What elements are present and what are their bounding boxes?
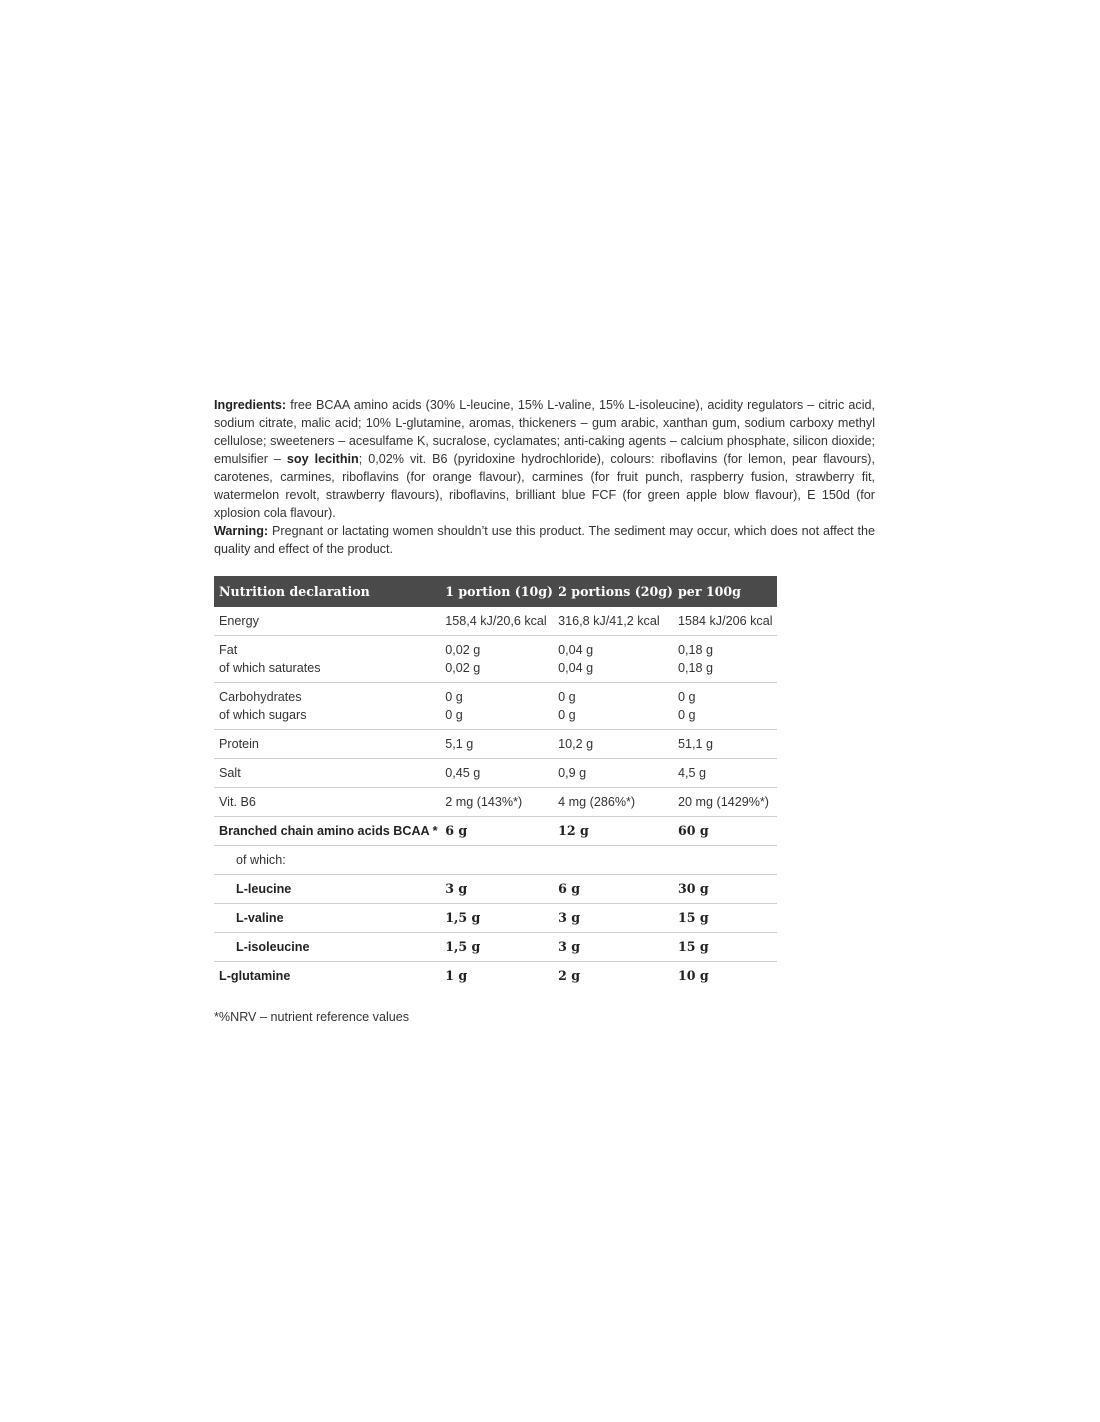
cell-empty — [440, 846, 553, 875]
nutrition-table — [214, 576, 777, 990]
cell-value: 12 g — [553, 817, 673, 846]
table-row — [214, 933, 777, 962]
value-fat: 0,02 g — [445, 643, 481, 657]
value-fat: 0,18 g — [678, 643, 714, 657]
cell-value: 10 g — [678, 968, 709, 983]
warning-paragraph — [214, 522, 875, 558]
row-label-fat — [214, 636, 440, 683]
value-saturates: 0,04 g — [558, 661, 594, 675]
cell-value: 0,45 g — [440, 759, 553, 788]
cell-value: 30 g — [673, 875, 777, 904]
cell-value: 1 g — [445, 968, 468, 983]
cell-value: 316,8 kJ/41,2 kcal — [553, 607, 673, 636]
row-label-l-glutamine: L-glutamine — [219, 969, 291, 983]
ingredients-text-2: ; 0,02% vit. B6 (pyridoxine hydrochloride), colours: riboflavins (for lemon, pear flavours), carotenes, carmines, riboflavins (for orange flavour), carmines (for fruit punch, raspberry fusion, strawberry fit, watermelon revolt, strawberry flavours), riboflavins, brilliant blue FCF (for green apple blow flavour), E 150d (for xplosion cola flavour). — [214, 452, 875, 520]
value-sugars: 0 g — [558, 708, 576, 722]
table-row — [214, 962, 777, 991]
table-row — [214, 904, 777, 933]
allergen-soy-lecithin: soy lecithin — [286, 452, 359, 466]
header-per-100g: per 100g — [678, 584, 741, 599]
cell-value: 4,5 g — [673, 759, 777, 788]
value-carbs: 0 g — [678, 690, 696, 704]
warning-text: Pregnant or lactating women shouldn’t use this product. The sediment may occur, which does not affect the quality and effect of the product. — [214, 524, 875, 556]
cell-value: 3 g — [440, 875, 553, 904]
table-row — [214, 817, 777, 846]
cell-value: 4 mg (286%*) — [553, 788, 673, 817]
cell-value: 2 g — [558, 968, 581, 983]
cell-value: 15 g — [673, 904, 777, 933]
row-label-of-which: of which: — [214, 846, 440, 875]
header-2-portions: 2 portions (20g) — [558, 584, 673, 599]
row-label-protein: Protein — [214, 730, 440, 759]
cell-value: 3 g — [553, 933, 673, 962]
cell-value: 3 g — [553, 904, 673, 933]
row-label-l-isoleucine: L-isoleucine — [214, 933, 440, 962]
table-row — [214, 683, 777, 730]
cell-value: 1,5 g — [440, 904, 553, 933]
cell-value — [673, 636, 777, 683]
label-fat: Fat — [219, 643, 238, 657]
cell-value: 15 g — [673, 933, 777, 962]
value-sugars: 0 g — [445, 708, 463, 722]
label-saturates: of which saturates — [219, 661, 321, 675]
value-sugars: 0 g — [678, 708, 696, 722]
table-row — [214, 636, 777, 683]
cell-value: 0,9 g — [553, 759, 673, 788]
value-saturates: 0,18 g — [678, 661, 714, 675]
table-row — [214, 875, 777, 904]
header-nutrition-declaration: Nutrition declaration — [219, 584, 370, 599]
value-carbs: 0 g — [558, 690, 576, 704]
row-label-salt: Salt — [214, 759, 440, 788]
cell-value — [440, 636, 553, 683]
row-label-energy: Energy — [214, 607, 440, 636]
value-carbs: 0 g — [445, 690, 463, 704]
ingredients-block — [214, 396, 875, 558]
cell-value: 20 mg (1429%*) — [673, 788, 777, 817]
row-label-vit-b6: Vit. B6 — [214, 788, 440, 817]
row-label-carbohydrates — [214, 683, 440, 730]
cell-value: 158,4 kJ/20,6 kcal — [440, 607, 553, 636]
cell-value: 60 g — [673, 817, 777, 846]
cell-empty — [553, 846, 673, 875]
row-label-l-valine: L-valine — [214, 904, 440, 933]
table-row — [214, 759, 777, 788]
cell-empty — [673, 846, 777, 875]
cell-value — [440, 683, 553, 730]
label-sugars: of which sugars — [219, 708, 307, 722]
row-label-bcaa: Branched chain amino acids BCAA * — [214, 817, 440, 846]
cell-value: 1584 kJ/206 kcal — [673, 607, 777, 636]
table-row — [214, 788, 777, 817]
cell-value: 51,1 g — [673, 730, 777, 759]
cell-value — [553, 683, 673, 730]
ingredients-label: Ingredients: — [214, 398, 287, 412]
cell-value: 10,2 g — [553, 730, 673, 759]
table-row — [214, 730, 777, 759]
value-saturates: 0,02 g — [445, 661, 481, 675]
cell-value — [673, 683, 777, 730]
nrv-footnote: *%NRV – nutrient reference values — [214, 1010, 410, 1024]
cell-value: 6 g — [553, 875, 673, 904]
cell-value: 6 g — [440, 817, 553, 846]
label-carbohydrates: Carbohydrates — [219, 690, 302, 704]
row-label-l-leucine: L-leucine — [214, 875, 440, 904]
warning-label: Warning: — [214, 524, 269, 538]
cell-value: 2 mg (143%*) — [440, 788, 553, 817]
ingredients-paragraph — [214, 396, 875, 522]
ingredients-text-1: free BCAA amino acids (30% L-leucine, 15% L-valine, 15% L-isoleucine), acidity regulators – citric acid, sodium citrate, malic acid; 10% L-glutamine, aromas, thickeners – gum arabic, xanthan gum, sodium carboxy methyl cellulose; sweeteners – acesulfame K, sucralose, cyclamates; anti-caking agents – calcium phosphate, silicon dioxide; emulsifier – — [214, 398, 875, 466]
table-header-row — [214, 576, 777, 607]
cell-value: 1,5 g — [440, 933, 553, 962]
table-row — [214, 846, 777, 875]
cell-value: 5,1 g — [440, 730, 553, 759]
value-fat: 0,04 g — [558, 643, 594, 657]
table-row — [214, 607, 777, 636]
header-1-portion: 1 portion (10g) — [445, 584, 553, 599]
cell-value — [553, 636, 673, 683]
